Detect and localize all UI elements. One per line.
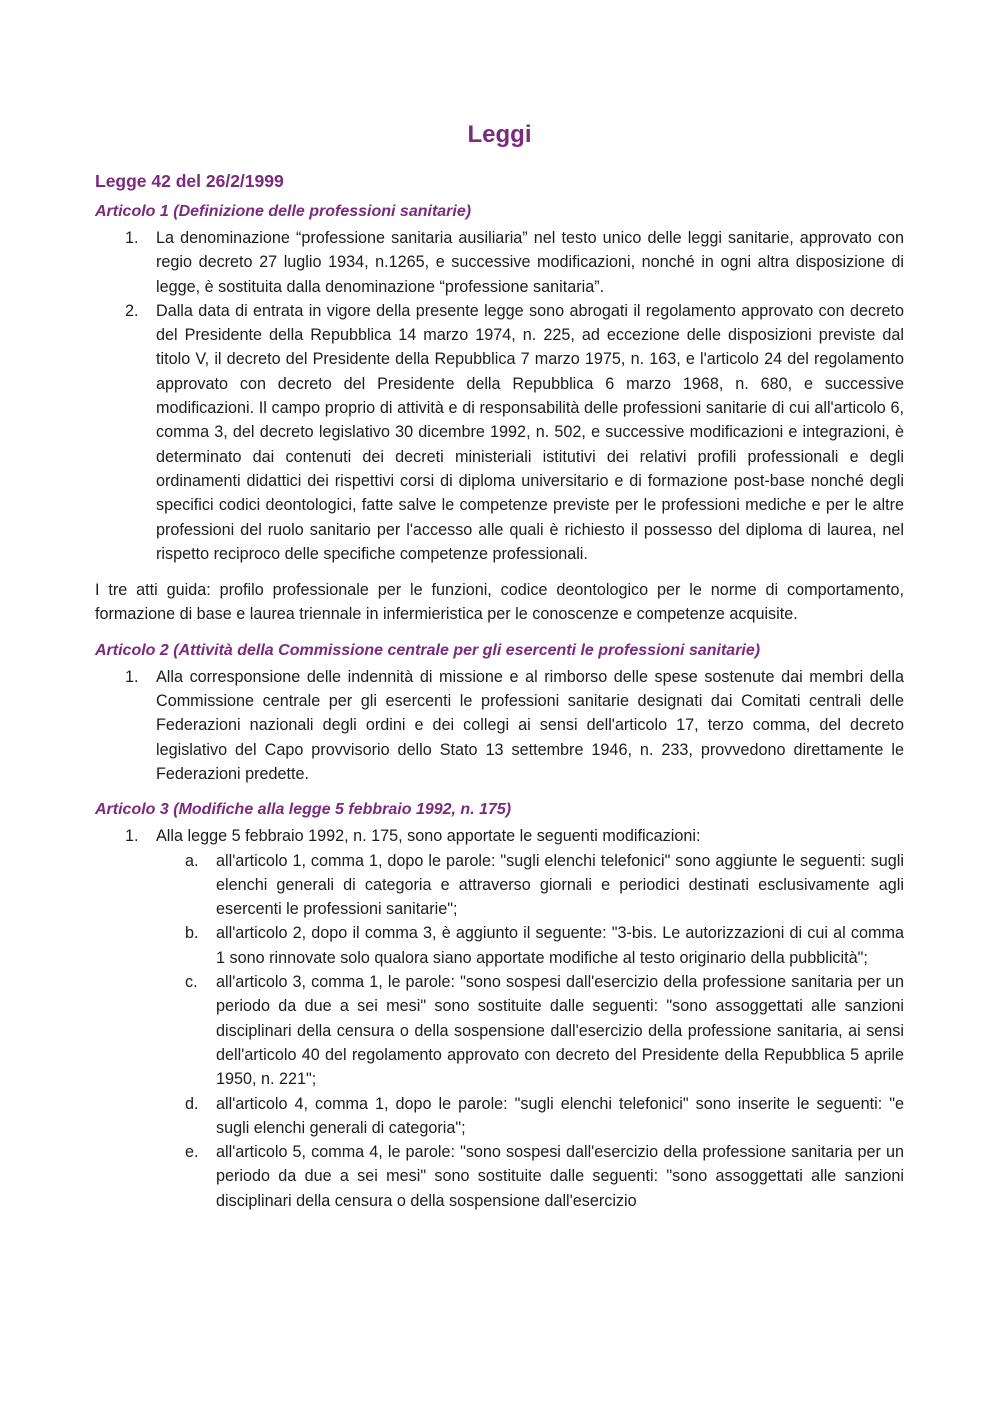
article-3-heading: Articolo 3 (Modifiche alla legge 5 febbraio 1992, n. 175) xyxy=(95,801,512,819)
item-letter: e. xyxy=(185,1143,199,1162)
item-number: 1. xyxy=(125,229,139,247)
item-number: 1. xyxy=(125,827,139,846)
sublist-item xyxy=(95,1140,904,1213)
list-item xyxy=(95,665,904,786)
sublist-item xyxy=(95,921,904,970)
page-title: Leggi xyxy=(467,121,532,148)
article-3-sublist xyxy=(95,849,904,1213)
item-text: Alla legge 5 febbraio 1992, n. 175, sono apportate le seguenti modificazioni: xyxy=(156,827,701,846)
sub-item-text: all'articolo 3, comma 1, le parole: "sono sospesi dall'esercizio della professione sanitaria per un periodo da due a sei mesi" sono sostituite dalle seguenti: "sono assoggettati alle sanzioni disciplinari della censura o della sospensione dall'esercizio della professione sanitaria, ai sensi dell'articolo 40 del regolamento approvato con decreto del Presidente della Repubblica 5 aprile 1950, n. 221"; xyxy=(216,973,904,1089)
sub-item-text: all'articolo 5, comma 4, le parole: "sono sospesi dall'esercizio della professione sanitaria per un periodo da due a sei mesi" sono sostituite dalle seguenti: "sono assoggettati alle sanzioni disciplinari della censura o della sospensione dall'esercizio xyxy=(216,1143,904,1210)
document-page xyxy=(95,118,904,1213)
sub-item-text: all'articolo 1, comma 1, dopo le parole: "sugli elenchi telefonici" sono aggiunte le seguenti: sugli elenchi generali di categoria e attraverso giornali e periodici destinati esclusivamente agli esercenti le professioni sanitarie"; xyxy=(216,851,904,919)
list-item xyxy=(95,299,904,566)
guidance-paragraph: I tre atti guida: profilo professionale per le funzioni, codice deontologico per le norme di comportamento, formazione di base e laurea triennale in infermieristica per le conoscenze e competenze acquisite. xyxy=(95,581,904,624)
item-text: Dalla data di entrata in vigore della presente legge sono abrogati il regolamento approvato con decreto del Presidente della Repubblica 14 marzo 1974, n. 225, ad eccezione delle disposizioni previste dal titolo V, il decreto del Presidente della Repubblica 7 marzo 1975, n. 163, e l'articolo 24 del regolamento approvato con decreto del Presidente della Repubblica 6 marzo 1968, n. 680, e successive modificazioni. Il campo proprio di attività e di responsabilità delle professioni sanitarie di cui all'articolo 6, comma 3, del decreto legislativo 30 dicembre 1992, n. 502, e successive modificazioni e integrazioni, è determinato dai contenuti dei decreti ministeriali istitutivi dei relativi profili professionali e degli ordinamenti didattici dei rispettivi corsi di diploma universitario e di formazione post-base nonché degli specifici codici deontologici, fatte salve le competenze previste per le professioni mediche e per le altre professioni del ruolo sanitario per l'accesso alle quali è richiesto il possesso del diploma di laurea, nel rispetto reciproco delle specifiche competenze professionali. xyxy=(156,301,904,563)
item-number: 1. xyxy=(125,667,139,686)
item-number: 2. xyxy=(125,301,139,320)
article-1-heading: Articolo 1 (Definizione delle professioni sanitarie) xyxy=(95,203,472,220)
sublist-item xyxy=(95,849,904,922)
sub-item-text: all'articolo 2, dopo il comma 3, è aggiunto il seguente: "3-bis. Le autorizzazioni di cui al comma 1 sono rinnovate solo qualora siano apportate modifiche al testo originario della pubblicità"; xyxy=(216,924,904,967)
sublist-item xyxy=(95,970,904,1091)
article-3-list xyxy=(95,824,904,1213)
list-item xyxy=(95,226,904,299)
item-letter: b. xyxy=(185,924,199,943)
article-2-heading: Articolo 2 (Attività della Commissione centrale per gli esercenti le professioni sanitarie) xyxy=(95,641,761,659)
item-text: Alla corresponsione delle indennità di missione e al rimborso delle spese sostenute dai membri della Commissione centrale per gli esercenti le professioni sanitarie designati dai Comitati centrali delle Federazioni nazionali degli ordini e dei collegi ai sensi dell'articolo 17, terzo comma, del decreto legislativo del Capo provvisorio dello Stato 13 settembre 1946, n. 233, provvedono direttamente le Federazioni predette. xyxy=(156,667,904,783)
article-1-list xyxy=(95,226,904,566)
item-text: La denominazione “professione sanitaria ausiliaria” nel testo unico delle leggi sanitarie, approvato con regio decreto 27 luglio 1934, n.1265, e successive modificazioni, nonché in ogni altra disposizione di legge, è sostituita dalla denominazione “professione sanitaria”. xyxy=(156,229,904,296)
item-letter: a. xyxy=(185,851,199,870)
item-letter: d. xyxy=(185,1094,199,1113)
law-title: Legge 42 del 26/2/1999 xyxy=(95,171,284,191)
sub-item-text: all'articolo 4, comma 1, dopo le parole: "sugli elenchi telefonici" sono inserite le seguenti: "e sugli elenchi generali di categoria"; xyxy=(216,1094,904,1137)
article-2-list xyxy=(95,665,904,786)
sublist-item xyxy=(95,1092,904,1141)
item-letter: c. xyxy=(185,973,198,992)
list-item xyxy=(95,824,904,1213)
